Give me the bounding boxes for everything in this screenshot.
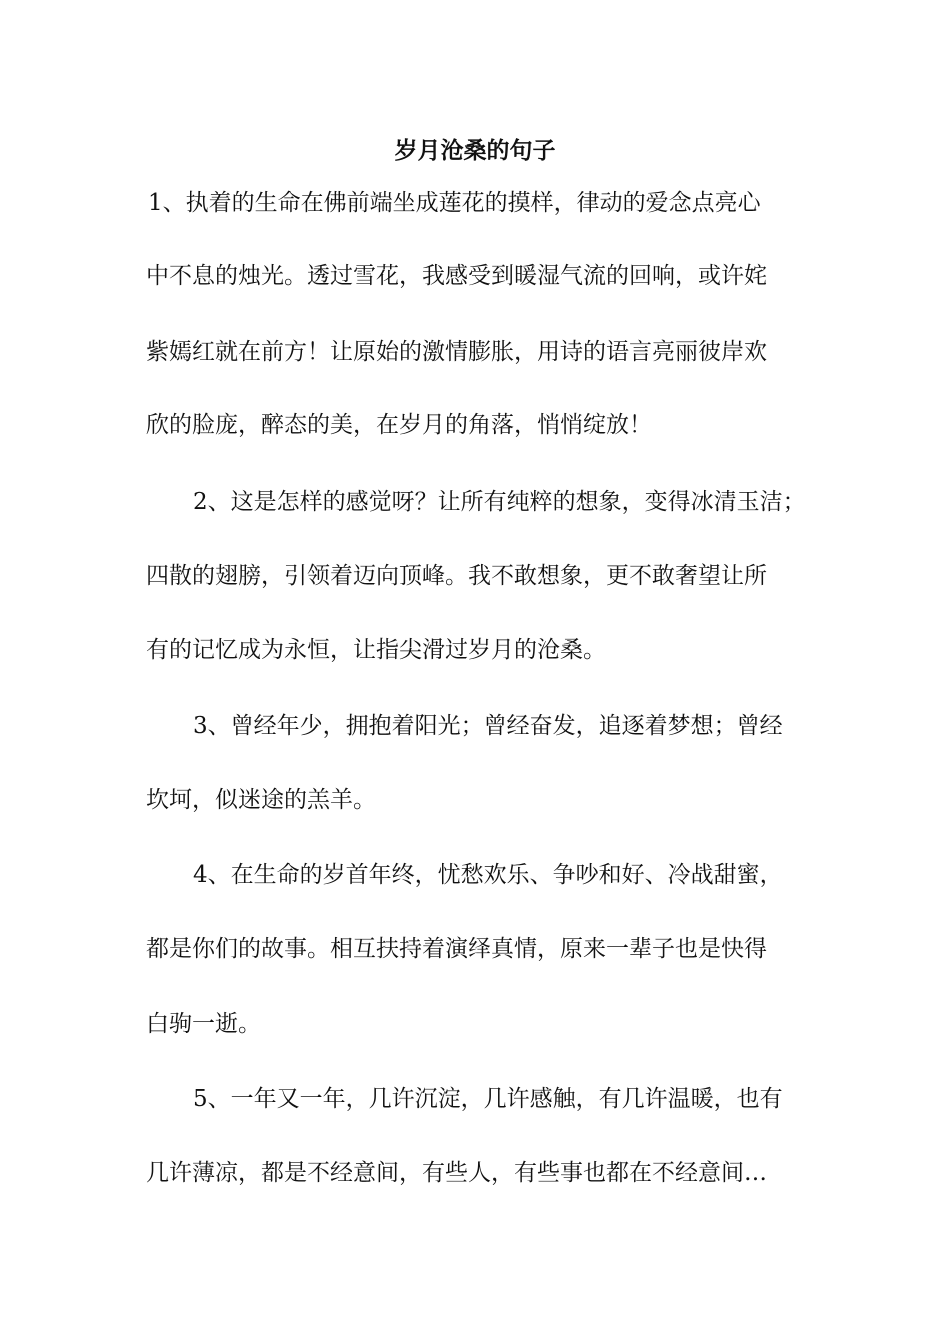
body-line: 有的记忆成为永恒，让指尖滑过岁月的沧桑。 bbox=[146, 637, 606, 663]
body-line: 5、一年又一年，几许沉淀，几许感触，有几许温暖，也有 bbox=[193, 1086, 783, 1112]
body-line: 四散的翅膀，引领着迈向顶峰。我不敢想象，更不敢奢望让所 bbox=[146, 563, 767, 589]
body-line: 3、曾经年少，拥抱着阳光；曾经奋发，追逐着梦想；曾经 bbox=[193, 713, 783, 739]
body-line: 白驹一逝。 bbox=[146, 1011, 261, 1037]
body-line: 中不息的烛光。透过雪花，我感受到暖湿气流的回响，或许姹 bbox=[146, 263, 767, 289]
body-line: 2、这是怎样的感觉呀？让所有纯粹的想象，变得冰清玉洁； bbox=[193, 489, 806, 515]
body-line: 4、在生命的岁首年终，忧愁欢乐、争吵和好、冷战甜蜜， bbox=[193, 862, 783, 888]
body-line: 欣的脸庞，醉态的美，在岁月的角落，悄悄绽放！ bbox=[146, 412, 652, 438]
body-line: 都是你们的故事。相互扶持着演绎真情，原来一辈子也是快得 bbox=[146, 936, 767, 962]
body-line: 1、执着的生命在佛前端坐成莲花的摸样，律动的爱念点亮心 bbox=[148, 190, 761, 216]
body-line: 几许薄凉，都是不经意间，有些人，有些事也都在不经意间… bbox=[146, 1160, 767, 1186]
body-line: 坎坷，似迷途的羔羊。 bbox=[146, 787, 376, 813]
body-line: 紫嫣红就在前方！让原始的激情膨胀，用诗的语言亮丽彼岸欢 bbox=[146, 339, 767, 365]
document-title: 岁月沧桑的句子 bbox=[394, 138, 556, 164]
